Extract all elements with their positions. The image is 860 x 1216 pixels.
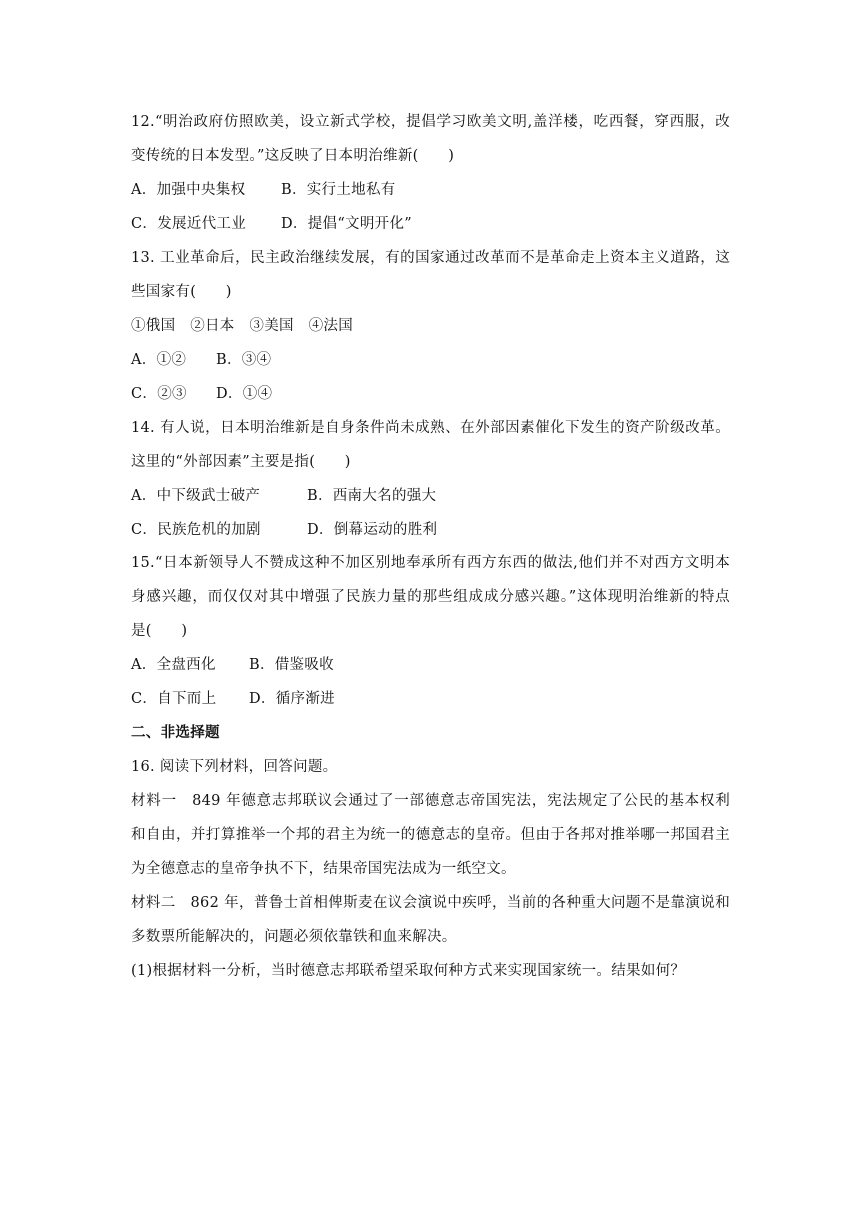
q15-line-3: 是( ): [131, 623, 188, 639]
q13-option-d[interactable]: D．①④: [216, 386, 273, 402]
q14-options-row-1: [131, 486, 436, 506]
q14-option-b[interactable]: B．西南大名的强大: [307, 488, 437, 504]
q14-option-d[interactable]: D．倒幕运动的胜利: [307, 522, 438, 538]
section-heading: 二、非选择题: [131, 724, 220, 741]
q15-option-c[interactable]: C．自下而上: [131, 691, 217, 707]
q13-options-row-1: [131, 350, 271, 370]
q12-line-1: 12.“明治政府仿照欧美，设立新式学校，提倡学习欧美文明,盖洋楼，吃西餐，穿西服，改: [131, 114, 730, 130]
q13-option-c[interactable]: C．②③: [131, 386, 187, 402]
q12-option-d[interactable]: D．提倡“文明开化”: [281, 216, 412, 232]
q12-line-2: 变传统的日本发型。”这反映了日本明治维新( ): [131, 148, 455, 164]
q16-intro: 16. 阅读下列材料，回答问题。: [131, 759, 338, 775]
q16-sub-question-1: (1)根据材料一分析，当时德意志邦联希望采取何种方式来实现国家统一。结果如何？: [131, 963, 686, 979]
q15-option-d[interactable]: D．循序渐进: [249, 691, 335, 707]
q14-line-2: 这里的“外部因素”主要是指( ): [131, 454, 351, 470]
q15-options-row-1: [131, 655, 334, 675]
q13-line-2: 些国家有( ): [131, 284, 232, 300]
q14-options-row-2: [131, 520, 437, 540]
q16-material1-line-2: 和自由，并打算推举一个邦的君主为统一的德意志的皇帝。但由于各邦对推举哪一邦国君主: [131, 827, 730, 843]
q15-option-b[interactable]: B．借鉴吸收: [249, 657, 334, 673]
q15-line-1: 15.“日本新领导人不赞成这种不加区别地奉承所有西方东西的做法,他们并不对西方文明本: [131, 555, 730, 571]
q15-options-row-2: [131, 689, 335, 709]
q16-material2-line-2: 多数票所能解决的，问题必须依靠铁和血来解决。: [131, 929, 457, 945]
q13-option-b[interactable]: B．③④: [216, 352, 272, 368]
q13-options-row-2: [131, 384, 272, 404]
q13-items: ①俄国 ②日本 ③美国 ④法国: [131, 318, 353, 334]
q12-option-b[interactable]: B．实行土地私有: [281, 182, 396, 198]
q14-option-a[interactable]: A．中下级武士破产: [131, 488, 261, 504]
q12-options-row-2: [131, 214, 412, 234]
q16-material1-line-1: 材料一 849 年德意志邦联议会通过了一部德意志帝国宪法，宪法规定了公民的基本权利: [131, 793, 730, 809]
q13-option-a[interactable]: A．①②: [131, 352, 187, 368]
q12-option-c[interactable]: C．发展近代工业: [131, 216, 246, 232]
q16-material2-line-1: 材料二 862 年，普鲁士首相俾斯麦在议会演说中疾呼，当前的各种重大问题不是靠演说和: [131, 895, 730, 911]
q15-option-a[interactable]: A．全盘西化: [131, 657, 216, 673]
q14-option-c[interactable]: C．民族危机的加剧: [131, 522, 261, 538]
q12-options-row-1: [131, 180, 396, 200]
q16-material1-line-3: 为全德意志的皇帝争执不下，结果帝国宪法成为一纸空文。: [131, 861, 516, 877]
q12-option-a[interactable]: A．加强中央集权: [131, 182, 246, 198]
q13-line-1: 13. 工业革命后，民主政治继续发展，有的国家通过改革而不是革命走上资本主义道路，这: [131, 250, 730, 266]
q15-line-2: 身感兴趣，而仅仅对其中增强了民族力量的那些组成成分感兴趣。”这体现明治维新的特点: [131, 589, 730, 605]
q14-line-1: 14. 有人说，日本明治维新是自身条件尚未成熟、在外部因素催化下发生的资产阶级改革。: [131, 420, 730, 436]
